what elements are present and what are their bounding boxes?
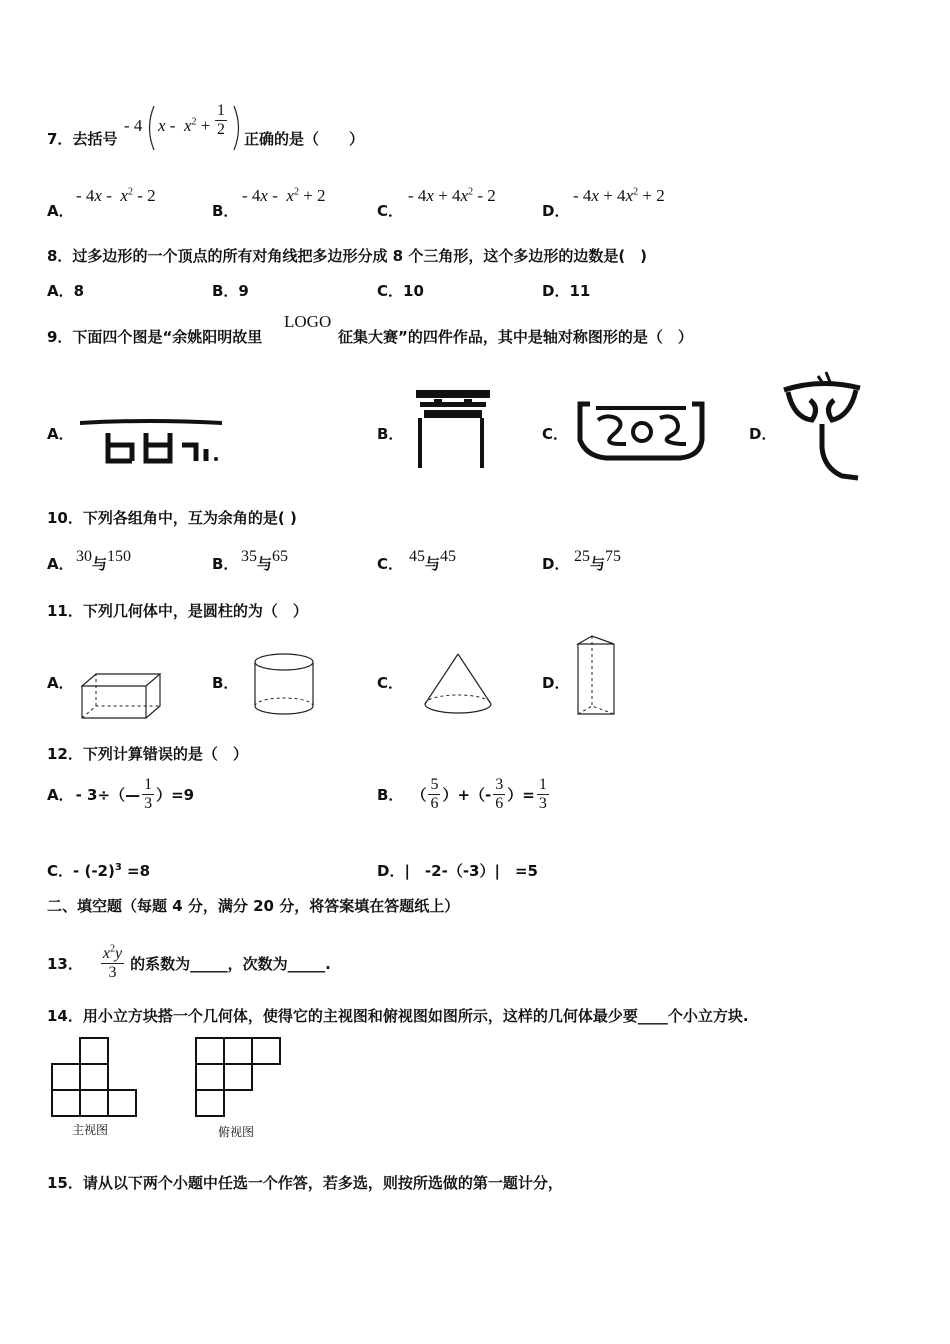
q13-stem: 13． $\frac{x^2y}{3}$ 的系数为_____，次数为_____.: [47, 943, 331, 981]
q8-option-d[interactable]: D．11: [542, 282, 591, 300]
q15-stem: 15．请从以下两个小题中任选一个作答，若多选，则按所选做的第一题计分，: [47, 1174, 563, 1192]
q9-logo-b-image: [414, 388, 492, 470]
q8-option-b[interactable]: B．9: [212, 282, 249, 300]
q9-stem-before: 9．下面四个图是“余姚阳明故里: [47, 328, 263, 346]
q10-stem: 10．下列各组角中，互为余角的是( ): [47, 509, 297, 527]
top-view-label: 俯视图: [218, 1125, 255, 1139]
q7-option-d[interactable]: D．: [542, 202, 570, 220]
q9-option-d[interactable]: D．: [749, 425, 777, 443]
q7-option-a-expr: - $4x - x^2 - 2$: [76, 186, 156, 205]
q10-option-b[interactable]: B．: [212, 555, 239, 573]
q11-option-a[interactable]: A．: [47, 674, 74, 692]
q10-option-d-expr: 25与75: [574, 548, 622, 573]
q9-logo-c-image: [576, 400, 708, 462]
q7-left-paren: [143, 104, 157, 152]
q7-option-c[interactable]: C．: [377, 202, 404, 220]
section-heading: 二、填空题（每题 4 分，满分 20 分，将答案填在答题纸上）: [47, 897, 460, 915]
q8-stem: 8．过多边形的一个顶点的所有对角线把多边形分成 8 个三角形，这个多边形的边数是( ): [47, 247, 648, 265]
front-view-diagram: [50, 1036, 142, 1120]
cone-figure: [422, 652, 494, 716]
q10-option-a-expr: 30与150: [76, 548, 132, 573]
cylinder-figure: [252, 652, 316, 718]
q10-option-d[interactable]: D．: [542, 555, 570, 573]
cuboid-figure: [80, 672, 162, 720]
q10-option-a[interactable]: A．: [47, 555, 74, 573]
q9-option-a[interactable]: A．: [47, 425, 74, 443]
q8-option-c[interactable]: C．10: [377, 282, 424, 300]
q12-option-a[interactable]: A． - 3÷（— $\frac{1}{3}$ ）=9: [47, 776, 195, 812]
q7-suffix: 正确的是（ ）: [244, 130, 365, 148]
q7-option-a[interactable]: A．: [47, 202, 74, 220]
q9-logo-a-image: [78, 415, 226, 469]
top-view-diagram: [194, 1036, 286, 1120]
q7-number: 7．: [47, 130, 73, 148]
q7-stem: [47, 128, 117, 149]
q9-option-c[interactable]: C．: [542, 425, 569, 443]
q11-option-b[interactable]: B．: [212, 674, 239, 692]
q10-option-b-expr: 35与65: [241, 548, 289, 573]
q14-stem: 14．用小立方块搭一个几何体，使得它的主视图和俯视图如图所示，这样的几何体最少要____个小立方块.: [47, 1007, 749, 1025]
q8-option-a[interactable]: A．8: [47, 282, 85, 300]
front-view-label: 主视图: [72, 1123, 109, 1137]
q11-option-c[interactable]: C．: [377, 674, 404, 692]
q9-option-b[interactable]: B．: [377, 425, 404, 443]
q13-fraction: $\frac{x^2y}{3}$: [102, 943, 123, 981]
q7-expr-inner: x - $x^2$ +: [158, 116, 211, 135]
q7-fraction: $\frac{1}{2}$: [217, 102, 225, 138]
q11-option-d[interactable]: D．: [542, 674, 570, 692]
q7-right-paren: [231, 104, 245, 152]
q10-option-c-expr: 45与45: [409, 548, 457, 573]
q12-option-d[interactable]: D．| -2-（-3）| =5: [377, 862, 538, 880]
q7-option-c-expr: - $4x + 4x^2 - 2$: [408, 186, 496, 205]
q9-logo-word: LOGO: [284, 312, 332, 331]
q7-expression: - 4: [124, 116, 143, 135]
q7-text: 去括号: [72, 130, 118, 148]
q11-stem: 11．下列几何体中，是圆柱的为（ ）: [47, 602, 308, 620]
q12-option-c[interactable]: C．- $(-2)^3 =8$: [47, 862, 151, 880]
prism-figure: [576, 634, 618, 718]
q7-option-b-expr: - $4x - x^2 + 2$: [242, 186, 326, 205]
q10-option-c[interactable]: C．: [377, 555, 404, 573]
q12-option-b[interactable]: B． （ $\frac{5}{6}$ ）+（- $\frac{3}{6}$ ）= $\frac{1}{3}$: [377, 776, 547, 812]
q9-logo-d-image: [780, 368, 864, 484]
q12-stem: 12．下列计算错误的是（ ）: [47, 745, 248, 763]
q9-stem-after: 征集大赛”的四件作品，其中是轴对称图形的是（ ）: [338, 328, 693, 346]
q7-option-b[interactable]: B．: [212, 202, 239, 220]
q7-option-d-expr: - $4x + 4x^2 + 2$: [573, 186, 665, 205]
